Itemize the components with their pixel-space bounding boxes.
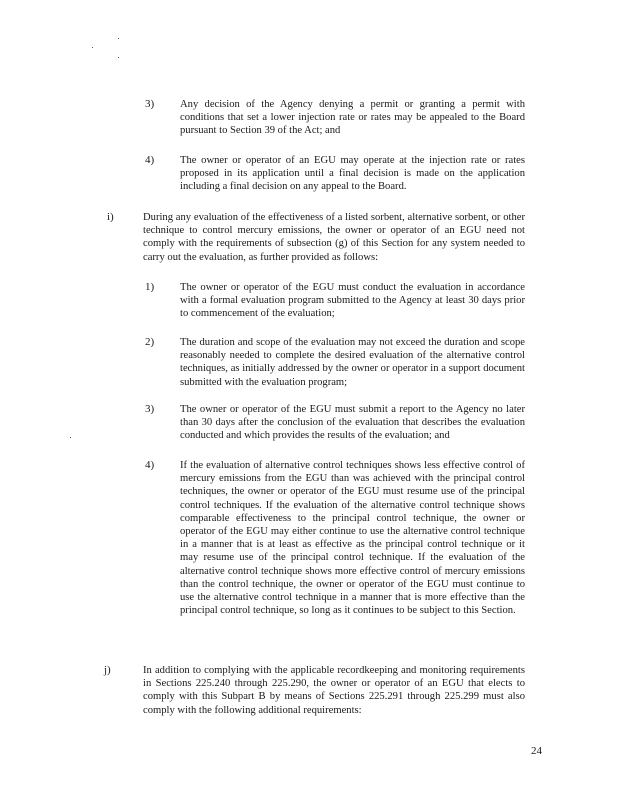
- item-number: 3): [145, 403, 155, 415]
- scan-speck: [70, 437, 71, 438]
- scan-speck: [118, 57, 119, 58]
- item-text: Any decision of the Agency denying a permit or granting a permit with conditions that set a lower injection rate or rates may be appealed to the Board pursuant to Section 39 of the Act; and: [180, 99, 525, 137]
- item-text: If the evaluation of alternative control techniques shows less effective control of mercury emissions from the EGU than was achieved with the principal control techniques, the owner or operator of the EGU must resume use of the principal control techniques. If the evaluation of the alternative control technique shows comparable effectiveness to the principal control technique, the owner or operator of the EGU may either continue to use the alternative control technique in a manner that is at least as effective as the principal control technique or it may resume use of the principal control technique. If the evaluation of the alternative control technique shows more effective control of mercury emissions than the control technique, the owner or operator of the EGU must continue to use the alternative control technique in a manner that is more effective than the principal control technique, so long as it continues to be subject to this Section.: [180, 460, 525, 617]
- item-number: 1): [145, 281, 155, 293]
- scan-speck: [92, 47, 93, 48]
- item-text: The owner or operator of the EGU must conduct the evaluation in accordance with a formal evaluation program submitted to the Agency at least 30 days prior to commencement of the evaluation;: [180, 282, 525, 320]
- subsection-text: In addition to complying with the applicable recordkeeping and monitoring requirements in Sections 225.240 through 225.290, the owner or operator of an EGU that elects to comply with this Subpart B by means of Sections 225.291 through 225.299 must also comply with the following additional requirements:: [143, 665, 525, 716]
- item-text: The owner or operator of the EGU must submit a report to the Agency no later than 30 days after the conclusion of the evaluation that describes the evaluation conducted and which provides the results of the evaluation; and: [180, 404, 525, 442]
- item-number: 4): [145, 154, 155, 166]
- page-number: 24: [531, 745, 542, 757]
- subsection-text: During any evaluation of the effectiveness of a listed sorbent, alternative sorbent, or other technique to control mercury emissions, the owner or operator of an EGU need not comply with the requirements of subsection (g) of this Section for any system needed to carry out the evaluation, as further provided as follows:: [143, 212, 525, 263]
- item-number: 4): [145, 459, 155, 471]
- subsection-label: j): [104, 664, 111, 676]
- item-number: 3): [145, 98, 155, 110]
- item-text: The owner or operator of an EGU may operate at the injection rate or rates proposed in its application until a final decision is made on the application including a final decision on any appeal to the Board.: [180, 155, 525, 193]
- item-text: The duration and scope of the evaluation may not exceed the duration and scope reasonably needed to complete the desired evaluation of the alternative control techniques, as initially addressed by the owner or operator in a support document submitted with the evaluation program;: [180, 337, 525, 388]
- subsection-label: i): [107, 211, 114, 223]
- scan-speck: [118, 38, 119, 39]
- item-number: 2): [145, 336, 155, 348]
